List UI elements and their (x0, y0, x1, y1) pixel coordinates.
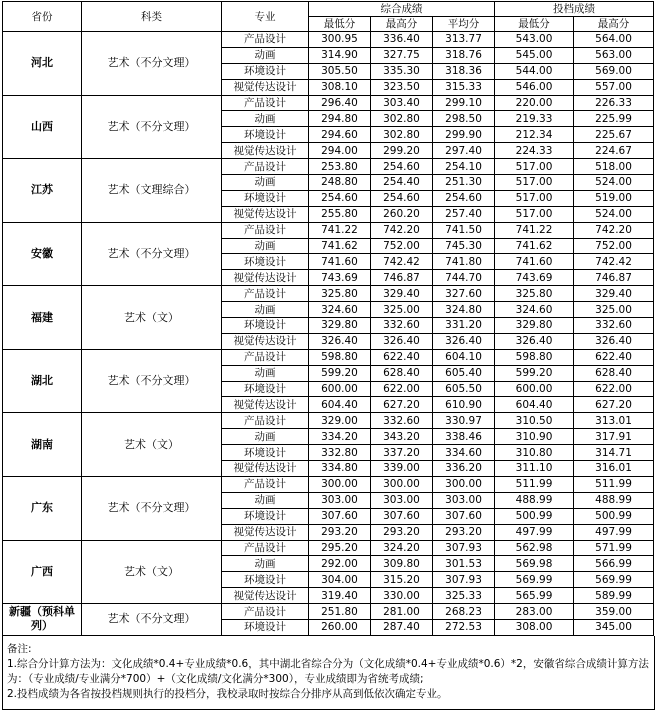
min-cell: 260.00 (309, 619, 371, 635)
avg-cell: 741.80 (433, 254, 495, 270)
avg-cell: 331.20 (433, 318, 495, 334)
major-cell: 环境设计 (222, 318, 309, 334)
major-cell: 产品设计 (222, 286, 309, 302)
province-cell: 河北 (3, 32, 82, 96)
avg-cell: 334.60 (433, 445, 495, 461)
major-cell: 环境设计 (222, 381, 309, 397)
adm-min-cell: 743.69 (495, 270, 574, 286)
notes-line-1: 1.综合分计算方法为：文化成绩*0.4+专业成绩*0.6，其中湖北省综合分为（文化成绩*0.4+专业成绩*0.6）*2，安徽省综合成绩计算方法为：（专业成绩/专业满分*700）+（文化成绩/文化满分*300），专业成绩即为省统考成绩; (7, 657, 649, 685)
adm-max-cell: 569.00 (574, 63, 654, 79)
major-cell: 动画 (222, 47, 309, 63)
adm-max-cell: 752.00 (574, 238, 654, 254)
table-row (3, 95, 654, 111)
max-cell: 335.30 (371, 63, 433, 79)
adm-max-cell: 500.99 (574, 508, 654, 524)
avg-cell: 604.10 (433, 349, 495, 365)
max-cell: 742.42 (371, 254, 433, 270)
adm-max-cell: 488.99 (574, 492, 654, 508)
header-adm-max: 最高分 (574, 17, 654, 32)
adm-max-cell: 326.40 (574, 333, 654, 349)
adm-max-cell: 511.99 (574, 476, 654, 492)
category-cell: 艺术（文理综合） (82, 159, 222, 223)
major-cell: 环境设计 (222, 508, 309, 524)
min-cell: 294.60 (309, 127, 371, 143)
max-cell: 307.60 (371, 508, 433, 524)
max-cell: 315.20 (371, 572, 433, 588)
major-cell: 产品设计 (222, 159, 309, 175)
min-cell: 294.80 (309, 111, 371, 127)
major-cell: 环境设计 (222, 572, 309, 588)
adm-min-cell: 310.50 (495, 413, 574, 429)
adm-max-cell: 225.67 (574, 127, 654, 143)
header-min: 最低分 (309, 17, 371, 32)
min-cell: 604.40 (309, 397, 371, 413)
avg-cell: 300.00 (433, 476, 495, 492)
avg-cell: 744.70 (433, 270, 495, 286)
table-row (3, 32, 654, 48)
max-cell: 303.00 (371, 492, 433, 508)
adm-min-cell: 517.00 (495, 159, 574, 175)
avg-cell: 318.36 (433, 63, 495, 79)
min-cell: 600.00 (309, 381, 371, 397)
adm-min-cell: 569.98 (495, 556, 574, 572)
adm-max-cell: 566.99 (574, 556, 654, 572)
max-cell: 628.40 (371, 365, 433, 381)
avg-cell: 326.40 (433, 333, 495, 349)
category-cell: 艺术（文） (82, 413, 222, 477)
adm-max-cell: 225.99 (574, 111, 654, 127)
scores-table (2, 1, 654, 636)
adm-max-cell: 316.01 (574, 461, 654, 477)
max-cell: 332.60 (371, 318, 433, 334)
min-cell: 324.60 (309, 302, 371, 318)
major-cell: 动画 (222, 175, 309, 191)
avg-cell: 254.60 (433, 190, 495, 206)
max-cell: 622.40 (371, 349, 433, 365)
province-cell: 江苏 (3, 159, 82, 223)
max-cell: 752.00 (371, 238, 433, 254)
min-cell: 326.40 (309, 333, 371, 349)
adm-min-cell: 220.00 (495, 95, 574, 111)
major-cell: 产品设计 (222, 222, 309, 238)
major-cell: 产品设计 (222, 413, 309, 429)
min-cell: 741.22 (309, 222, 371, 238)
table-row (3, 540, 654, 556)
adm-min-cell: 308.00 (495, 619, 574, 635)
table-row (3, 159, 654, 175)
header-adm-min: 最低分 (495, 17, 574, 32)
major-cell: 动画 (222, 492, 309, 508)
max-cell: 323.50 (371, 79, 433, 95)
min-cell: 295.20 (309, 540, 371, 556)
adm-min-cell: 283.00 (495, 604, 574, 620)
major-cell: 环境设计 (222, 63, 309, 79)
min-cell: 741.62 (309, 238, 371, 254)
min-cell: 303.00 (309, 492, 371, 508)
max-cell: 742.20 (371, 222, 433, 238)
category-cell: 艺术（不分文理） (82, 32, 222, 96)
major-cell: 视觉传达设计 (222, 397, 309, 413)
avg-cell: 338.46 (433, 429, 495, 445)
major-cell: 视觉传达设计 (222, 461, 309, 477)
min-cell: 255.80 (309, 206, 371, 222)
adm-max-cell: 622.00 (574, 381, 654, 397)
table-header (3, 2, 654, 32)
table-row (3, 286, 654, 302)
avg-cell: 318.76 (433, 47, 495, 63)
adm-min-cell: 546.00 (495, 79, 574, 95)
avg-cell: 303.00 (433, 492, 495, 508)
adm-min-cell: 219.33 (495, 111, 574, 127)
adm-max-cell: 557.00 (574, 79, 654, 95)
major-cell: 环境设计 (222, 254, 309, 270)
avg-cell: 741.50 (433, 222, 495, 238)
adm-min-cell: 741.60 (495, 254, 574, 270)
min-cell: 599.20 (309, 365, 371, 381)
major-cell: 产品设计 (222, 95, 309, 111)
header-avg: 平均分 (433, 17, 495, 32)
category-cell: 艺术（不分文理） (82, 349, 222, 413)
notes-line-2: 2.投档成绩为各省按投档规则执行的投档分，我校录取时按综合分排序从高到低依次确定专业。 (7, 687, 448, 700)
adm-min-cell: 488.99 (495, 492, 574, 508)
min-cell: 332.80 (309, 445, 371, 461)
table-row (3, 476, 654, 492)
adm-max-cell: 497.99 (574, 524, 654, 540)
max-cell: 326.40 (371, 333, 433, 349)
max-cell: 329.40 (371, 286, 433, 302)
adm-min-cell: 310.80 (495, 445, 574, 461)
adm-max-cell: 742.42 (574, 254, 654, 270)
max-cell: 337.20 (371, 445, 433, 461)
category-cell: 艺术（不分文理） (82, 95, 222, 159)
adm-max-cell: 313.01 (574, 413, 654, 429)
header-composite: 综合成绩 (309, 2, 495, 17)
header-admission: 投档成绩 (495, 2, 654, 17)
min-cell: 292.00 (309, 556, 371, 572)
major-cell: 动画 (222, 111, 309, 127)
adm-min-cell: 224.33 (495, 143, 574, 159)
province-cell: 湖南 (3, 413, 82, 477)
avg-cell: 254.10 (433, 159, 495, 175)
major-cell: 产品设计 (222, 32, 309, 48)
category-cell: 艺术（不分文理） (82, 476, 222, 540)
min-cell: 251.80 (309, 604, 371, 620)
adm-max-cell: 571.99 (574, 540, 654, 556)
adm-min-cell: 741.62 (495, 238, 574, 254)
adm-min-cell: 212.34 (495, 127, 574, 143)
header-max: 最高分 (371, 17, 433, 32)
major-cell: 视觉传达设计 (222, 206, 309, 222)
category-cell: 艺术（不分文理） (82, 604, 222, 636)
province-cell: 福建 (3, 286, 82, 350)
category-cell: 艺术（文） (82, 540, 222, 604)
avg-cell: 272.53 (433, 619, 495, 635)
province-cell: 广西 (3, 540, 82, 604)
max-cell: 281.00 (371, 604, 433, 620)
adm-max-cell: 742.20 (574, 222, 654, 238)
avg-cell: 251.30 (433, 175, 495, 191)
adm-min-cell: 325.80 (495, 286, 574, 302)
avg-cell: 257.40 (433, 206, 495, 222)
adm-min-cell: 329.80 (495, 318, 574, 334)
min-cell: 254.60 (309, 190, 371, 206)
adm-max-cell: 314.71 (574, 445, 654, 461)
avg-cell: 307.93 (433, 540, 495, 556)
adm-min-cell: 741.22 (495, 222, 574, 238)
min-cell: 314.90 (309, 47, 371, 63)
adm-min-cell: 500.99 (495, 508, 574, 524)
province-cell: 广东 (3, 476, 82, 540)
adm-min-cell: 326.40 (495, 333, 574, 349)
adm-max-cell: 569.99 (574, 572, 654, 588)
adm-max-cell: 563.00 (574, 47, 654, 63)
adm-max-cell: 317.91 (574, 429, 654, 445)
max-cell: 627.20 (371, 397, 433, 413)
min-cell: 329.80 (309, 318, 371, 334)
adm-min-cell: 562.98 (495, 540, 574, 556)
avg-cell: 299.90 (433, 127, 495, 143)
adm-max-cell: 746.87 (574, 270, 654, 286)
header-major: 专业 (222, 2, 309, 32)
adm-max-cell: 329.40 (574, 286, 654, 302)
adm-min-cell: 517.00 (495, 175, 574, 191)
max-cell: 339.00 (371, 461, 433, 477)
min-cell: 248.80 (309, 175, 371, 191)
adm-min-cell: 544.00 (495, 63, 574, 79)
min-cell: 325.80 (309, 286, 371, 302)
max-cell: 746.87 (371, 270, 433, 286)
province-cell: 安徽 (3, 222, 82, 286)
adm-max-cell: 325.00 (574, 302, 654, 318)
category-cell: 艺术（不分文理） (82, 222, 222, 286)
avg-cell: 293.20 (433, 524, 495, 540)
adm-max-cell: 345.00 (574, 619, 654, 635)
header-category: 科类 (82, 2, 222, 32)
min-cell: 253.80 (309, 159, 371, 175)
max-cell: 260.20 (371, 206, 433, 222)
adm-min-cell: 600.00 (495, 381, 574, 397)
adm-max-cell: 332.60 (574, 318, 654, 334)
category-cell: 艺术（文） (82, 286, 222, 350)
max-cell: 343.20 (371, 429, 433, 445)
adm-max-cell: 627.20 (574, 397, 654, 413)
max-cell: 336.40 (371, 32, 433, 48)
avg-cell: 605.50 (433, 381, 495, 397)
adm-min-cell: 517.00 (495, 206, 574, 222)
major-cell: 视觉传达设计 (222, 524, 309, 540)
adm-min-cell: 511.99 (495, 476, 574, 492)
min-cell: 305.50 (309, 63, 371, 79)
adm-min-cell: 311.10 (495, 461, 574, 477)
notes-section (2, 636, 655, 710)
max-cell: 324.20 (371, 540, 433, 556)
min-cell: 329.00 (309, 413, 371, 429)
max-cell: 254.60 (371, 190, 433, 206)
min-cell: 296.40 (309, 95, 371, 111)
max-cell: 325.00 (371, 302, 433, 318)
avg-cell: 268.23 (433, 604, 495, 620)
major-cell: 环境设计 (222, 619, 309, 635)
adm-max-cell: 524.00 (574, 206, 654, 222)
major-cell: 动画 (222, 238, 309, 254)
max-cell: 254.40 (371, 175, 433, 191)
notes-heading: 备注: (7, 642, 32, 655)
adm-max-cell: 564.00 (574, 32, 654, 48)
major-cell: 动画 (222, 365, 309, 381)
min-cell: 294.00 (309, 143, 371, 159)
min-cell: 308.10 (309, 79, 371, 95)
min-cell: 304.00 (309, 572, 371, 588)
major-cell: 产品设计 (222, 540, 309, 556)
major-cell: 环境设计 (222, 190, 309, 206)
avg-cell: 307.60 (433, 508, 495, 524)
major-cell: 视觉传达设计 (222, 79, 309, 95)
adm-max-cell: 519.00 (574, 190, 654, 206)
max-cell: 327.75 (371, 47, 433, 63)
adm-max-cell: 628.40 (574, 365, 654, 381)
max-cell: 287.40 (371, 619, 433, 635)
adm-max-cell: 622.40 (574, 349, 654, 365)
major-cell: 视觉传达设计 (222, 143, 309, 159)
adm-max-cell: 518.00 (574, 159, 654, 175)
max-cell: 302.80 (371, 127, 433, 143)
max-cell: 330.00 (371, 588, 433, 604)
max-cell: 309.80 (371, 556, 433, 572)
max-cell: 303.40 (371, 95, 433, 111)
avg-cell: 301.53 (433, 556, 495, 572)
major-cell: 视觉传达设计 (222, 333, 309, 349)
adm-min-cell: 565.99 (495, 588, 574, 604)
adm-min-cell: 497.99 (495, 524, 574, 540)
avg-cell: 313.77 (433, 32, 495, 48)
admission-scores-document (2, 1, 653, 710)
max-cell: 622.00 (371, 381, 433, 397)
table-row (3, 349, 654, 365)
table-row (3, 604, 654, 620)
adm-max-cell: 359.00 (574, 604, 654, 620)
major-cell: 产品设计 (222, 604, 309, 620)
adm-min-cell: 599.20 (495, 365, 574, 381)
adm-max-cell: 589.99 (574, 588, 654, 604)
adm-max-cell: 226.33 (574, 95, 654, 111)
avg-cell: 327.60 (433, 286, 495, 302)
min-cell: 307.60 (309, 508, 371, 524)
adm-min-cell: 604.40 (495, 397, 574, 413)
adm-min-cell: 324.60 (495, 302, 574, 318)
min-cell: 743.69 (309, 270, 371, 286)
min-cell: 300.95 (309, 32, 371, 48)
avg-cell: 315.33 (433, 79, 495, 95)
max-cell: 332.60 (371, 413, 433, 429)
avg-cell: 324.80 (433, 302, 495, 318)
table-row (3, 222, 654, 238)
min-cell: 334.20 (309, 429, 371, 445)
min-cell: 319.40 (309, 588, 371, 604)
avg-cell: 605.40 (433, 365, 495, 381)
major-cell: 环境设计 (222, 445, 309, 461)
major-cell: 动画 (222, 556, 309, 572)
table-row (3, 413, 654, 429)
major-cell: 视觉传达设计 (222, 270, 309, 286)
province-cell: 新疆（预科单列） (3, 604, 82, 636)
avg-cell: 610.90 (433, 397, 495, 413)
avg-cell: 307.93 (433, 572, 495, 588)
avg-cell: 297.40 (433, 143, 495, 159)
max-cell: 302.80 (371, 111, 433, 127)
max-cell: 300.00 (371, 476, 433, 492)
major-cell: 环境设计 (222, 127, 309, 143)
adm-min-cell: 598.80 (495, 349, 574, 365)
avg-cell: 299.10 (433, 95, 495, 111)
min-cell: 334.80 (309, 461, 371, 477)
avg-cell: 325.33 (433, 588, 495, 604)
province-cell: 湖北 (3, 349, 82, 413)
avg-cell: 745.30 (433, 238, 495, 254)
min-cell: 300.00 (309, 476, 371, 492)
adm-max-cell: 224.67 (574, 143, 654, 159)
min-cell: 598.80 (309, 349, 371, 365)
avg-cell: 330.97 (433, 413, 495, 429)
adm-min-cell: 517.00 (495, 190, 574, 206)
max-cell: 254.60 (371, 159, 433, 175)
min-cell: 293.20 (309, 524, 371, 540)
adm-min-cell: 569.99 (495, 572, 574, 588)
major-cell: 视觉传达设计 (222, 588, 309, 604)
major-cell: 动画 (222, 429, 309, 445)
avg-cell: 298.50 (433, 111, 495, 127)
avg-cell: 336.20 (433, 461, 495, 477)
max-cell: 293.20 (371, 524, 433, 540)
adm-min-cell: 545.00 (495, 47, 574, 63)
major-cell: 产品设计 (222, 476, 309, 492)
table-body (3, 32, 654, 636)
adm-max-cell: 524.00 (574, 175, 654, 191)
major-cell: 产品设计 (222, 349, 309, 365)
adm-min-cell: 310.90 (495, 429, 574, 445)
max-cell: 299.20 (371, 143, 433, 159)
province-cell: 山西 (3, 95, 82, 159)
header-province: 省份 (3, 2, 82, 32)
min-cell: 741.60 (309, 254, 371, 270)
major-cell: 动画 (222, 302, 309, 318)
adm-min-cell: 543.00 (495, 32, 574, 48)
